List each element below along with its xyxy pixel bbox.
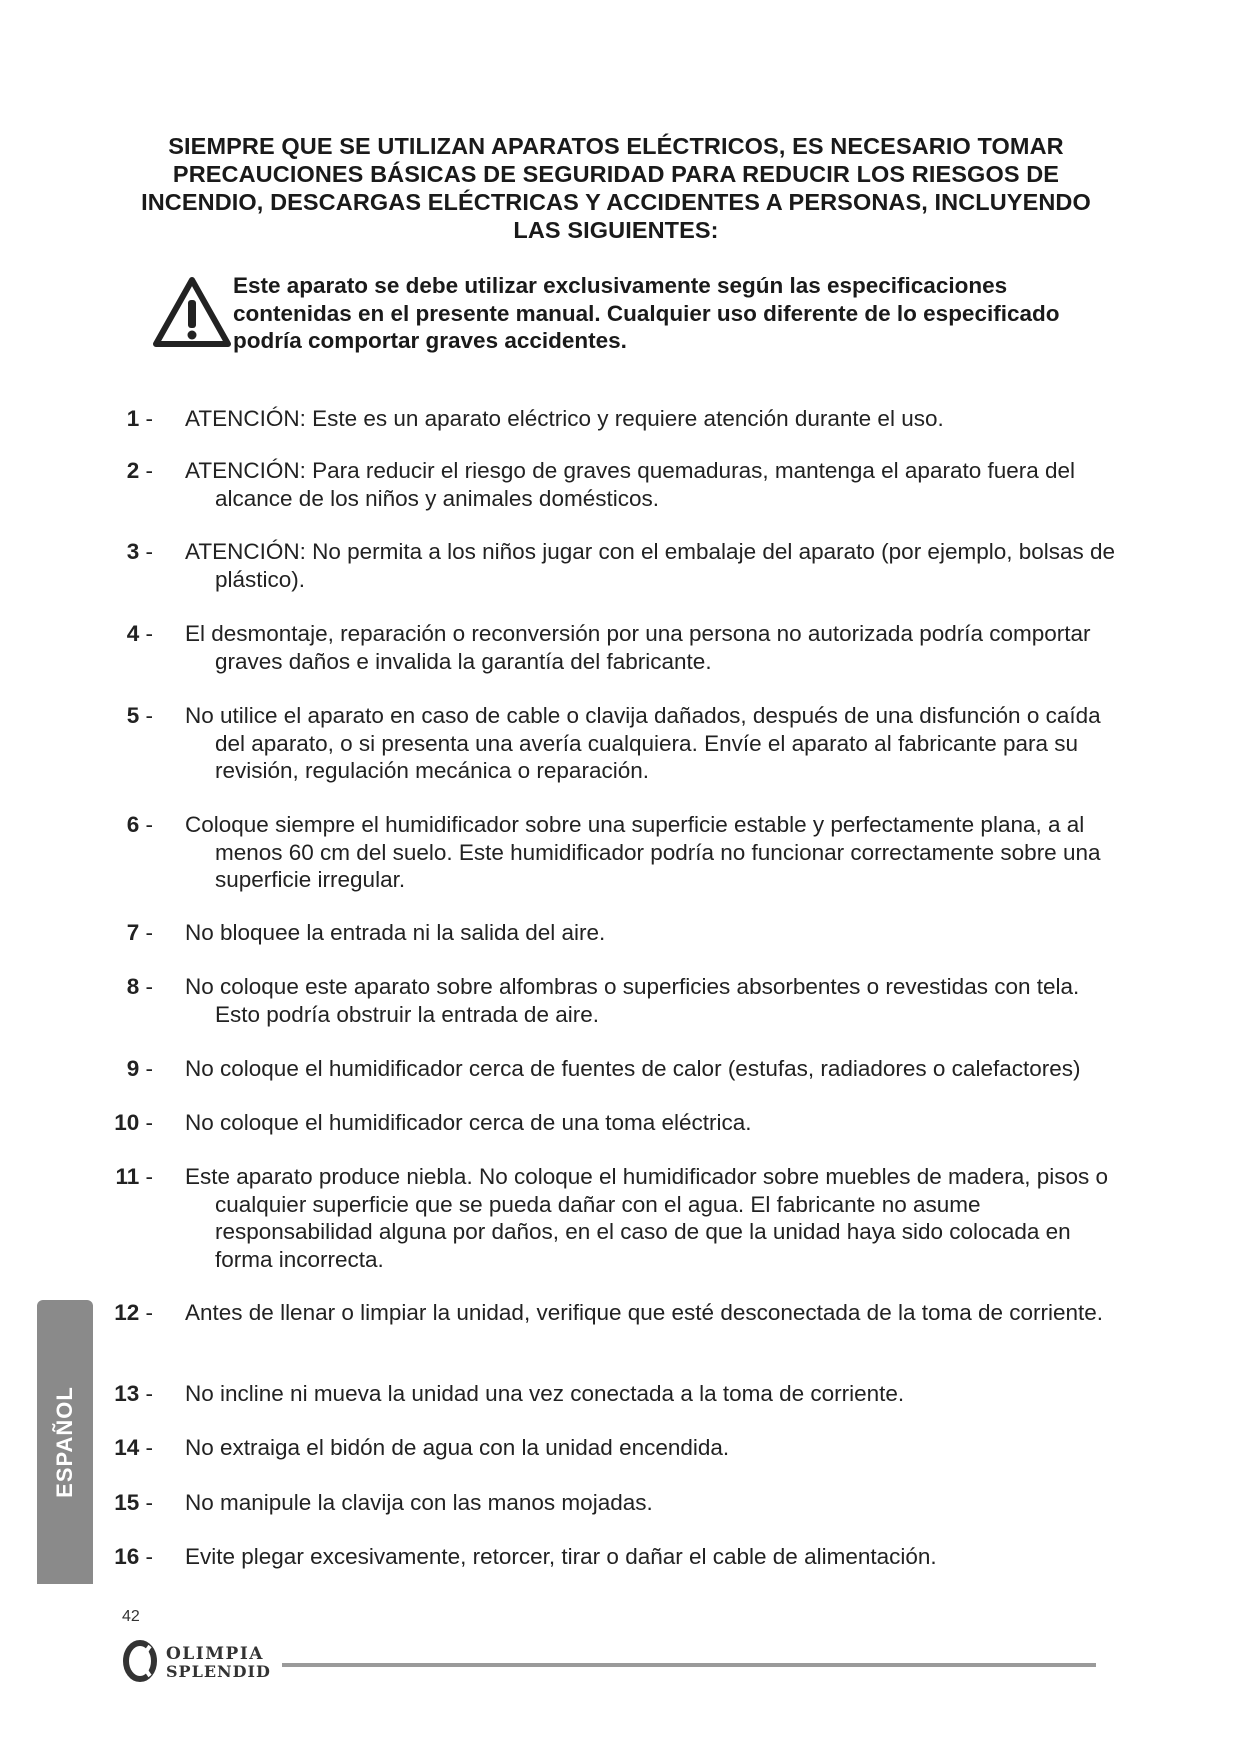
item-number: 5: [126, 703, 140, 728]
item-number: 12: [114, 1300, 140, 1325]
list-item: 2 - ATENCIÓN: Para reducir el riesgo de graves quemaduras, mantenga el aparato fuera del alcance de los niños y animales domésticos.: [155, 457, 1120, 512]
item-text: No manipule la clavija con las manos mojadas.: [185, 1490, 653, 1515]
item-text: No coloque este aparato sobre alfombras o superficies absorbentes o revestidas con tela. Esto podría obstruir la entrada de aire.: [185, 974, 1080, 1027]
item-number: 15: [114, 1490, 140, 1515]
item-text: El desmontaje, reparación o reconversión por una persona no autorizada podría comportar graves daños e invalida la garantía del fabricante.: [185, 621, 1091, 674]
list-item: 8 - No coloque este aparato sobre alfombras o superficies absorbentes o revestidas con tela. Esto podría obstruir la entrada de aire.: [155, 973, 1120, 1028]
list-item: 10 - No coloque el humidificador cerca de una toma eléctrica.: [155, 1109, 1120, 1137]
item-number: 10: [114, 1110, 140, 1135]
list-item: 9 - No coloque el humidificador cerca de fuentes de calor (estufas, radiadores o calefactores): [155, 1055, 1120, 1083]
footer-divider: [282, 1663, 1096, 1667]
item-text: ATENCIÓN: Este es un aparato eléctrico y requiere atención durante el uso.: [185, 406, 944, 431]
item-number: 2: [126, 458, 140, 483]
item-text: Evite plegar excesivamente, retorcer, tirar o dañar el cable de alimentación.: [185, 1544, 937, 1569]
list-item: 14 - No extraiga el bidón de agua con la unidad encendida.: [155, 1434, 1120, 1462]
list-item: 6 - Coloque siempre el humidificador sobre una superficie estable y perfectamente plana, a al menos 60 cm del suelo. Este humidificador podría no funcionar correctamente sobre una superficie irregular.: [155, 811, 1120, 894]
brand-logo: [120, 1638, 280, 1684]
item-text: No coloque el humidificador cerca de una toma eléctrica.: [185, 1110, 752, 1135]
item-number: 6: [126, 812, 140, 837]
item-text: No bloquee la entrada ni la salida del aire.: [185, 920, 606, 945]
item-number: 4: [126, 621, 140, 646]
list-item: 3 - ATENCIÓN: No permita a los niños jugar con el embalaje del aparato (por ejemplo, bolsas de plástico).: [155, 538, 1120, 593]
list-item: 16 - Evite plegar excesivamente, retorcer, tirar o dañar el cable de alimentación.: [155, 1543, 1120, 1571]
item-text: ATENCIÓN: No permita a los niños jugar con el embalaje del aparato (por ejemplo, bolsas de plástico).: [185, 539, 1116, 592]
warning-notice: [152, 272, 1112, 362]
warning-text: Este aparato se debe utilizar exclusivamente según las especificaciones contenidas en el presente manual. Cualquier uso diferente de lo especificado podría comportar graves accidentes.: [233, 273, 1060, 353]
list-item: 4 - El desmontaje, reparación o reconversión por una persona no autorizada podría comportar graves daños e invalida la garantía del fabricante.: [155, 620, 1120, 675]
item-text: No extraiga el bidón de agua con la unidad encendida.: [185, 1435, 730, 1460]
item-text: ATENCIÓN: Para reducir el riesgo de graves quemaduras, mantenga el aparato fuera del alcance de los niños y animales domésticos.: [185, 458, 1076, 511]
item-number: 1: [126, 406, 140, 431]
page-number: 42: [122, 1608, 140, 1625]
item-number: 8: [126, 974, 140, 999]
list-item: 11 - Este aparato produce niebla. No coloque el humidificador sobre muebles de madera, pisos o cualquier superficie que se pueda dañar con el agua. El fabricante no asume responsabilidad alguna por daños, en el caso de que la unidad haya sido colocada en forma incorrecta.: [155, 1163, 1120, 1273]
item-number: 16: [114, 1544, 140, 1569]
logo-line-1: OLIMPIA: [166, 1644, 264, 1664]
item-text: Este aparato produce niebla. No coloque el humidificador sobre muebles de madera, pisos o cualquier superficie que se pueda dañar con el agua. El fabricante no asume responsabilidad alguna por daños, en el caso de que la unidad haya sido colocada en forma incorrecta.: [185, 1164, 1109, 1272]
logo-line-2: SPLENDID: [166, 1662, 271, 1681]
warning-triangle-icon: [152, 276, 232, 348]
item-text: No incline ni mueva la unidad una vez conectada a la toma de corriente.: [185, 1381, 905, 1406]
language-tab: [37, 1300, 93, 1584]
language-tab-label: ESPAÑOL: [52, 1386, 77, 1498]
list-item: 5 - No utilice el aparato en caso de cable o clavija dañados, después de una disfunción o caída del aparato, o si presenta una avería cualquiera. Envíe el aparato al fabricante para su revisión, regulación mecánica o reparación.: [155, 702, 1120, 785]
item-text: Antes de llenar o limpiar la unidad, verifique que esté desconectada de la toma de corriente.: [185, 1300, 1104, 1325]
item-number: 9: [126, 1056, 140, 1081]
list-item: 15 - No manipule la clavija con las manos mojadas.: [155, 1489, 1120, 1517]
item-number: 3: [126, 539, 140, 564]
list-item: 7 - No bloquee la entrada ni la salida del aire.: [155, 919, 1120, 947]
item-number: 11: [115, 1164, 140, 1189]
item-text: Coloque siempre el humidificador sobre una superficie estable y perfectamente plana, a al menos 60 cm del suelo. Este humidificador podría no funcionar correctamente sobre una superficie irregular.: [185, 812, 1101, 892]
item-number: 14: [114, 1435, 140, 1460]
olimpia-logo-icon: [120, 1640, 162, 1682]
item-number: 7: [126, 920, 140, 945]
item-number: 13: [114, 1381, 140, 1406]
list-item: 1 - ATENCIÓN: Este es un aparato eléctrico y requiere atención durante el uso.: [155, 405, 1120, 433]
item-text: No utilice el aparato en caso de cable o clavija dañados, después de una disfunción o caída del aparato, o si presenta una avería cualquiera. Envíe el aparato al fabricante para su revisión, regulación mecánica o reparación.: [185, 703, 1101, 783]
list-item: 13 - No incline ni mueva la unidad una vez conectada a la toma de corriente.: [155, 1380, 1120, 1408]
item-text: No coloque el humidificador cerca de fuentes de calor (estufas, radiadores o calefactores): [185, 1056, 1081, 1081]
list-item: 12 - Antes de llenar o limpiar la unidad, verifique que esté desconectada de la toma de corriente.: [155, 1299, 1120, 1327]
page-heading: SIEMPRE QUE SE UTILIZAN APARATOS ELÉCTRICOS, ES NECESARIO TOMAR PRECAUCIONES BÁSICAS DE SEGURIDAD PARA REDUCIR LOS RIESGOS DE INCENDIO, DESCARGAS ELÉCTRICAS Y ACCIDENTES A PERSONAS, INCLUYENDO LAS SIGUIENTES:: [141, 133, 1091, 243]
